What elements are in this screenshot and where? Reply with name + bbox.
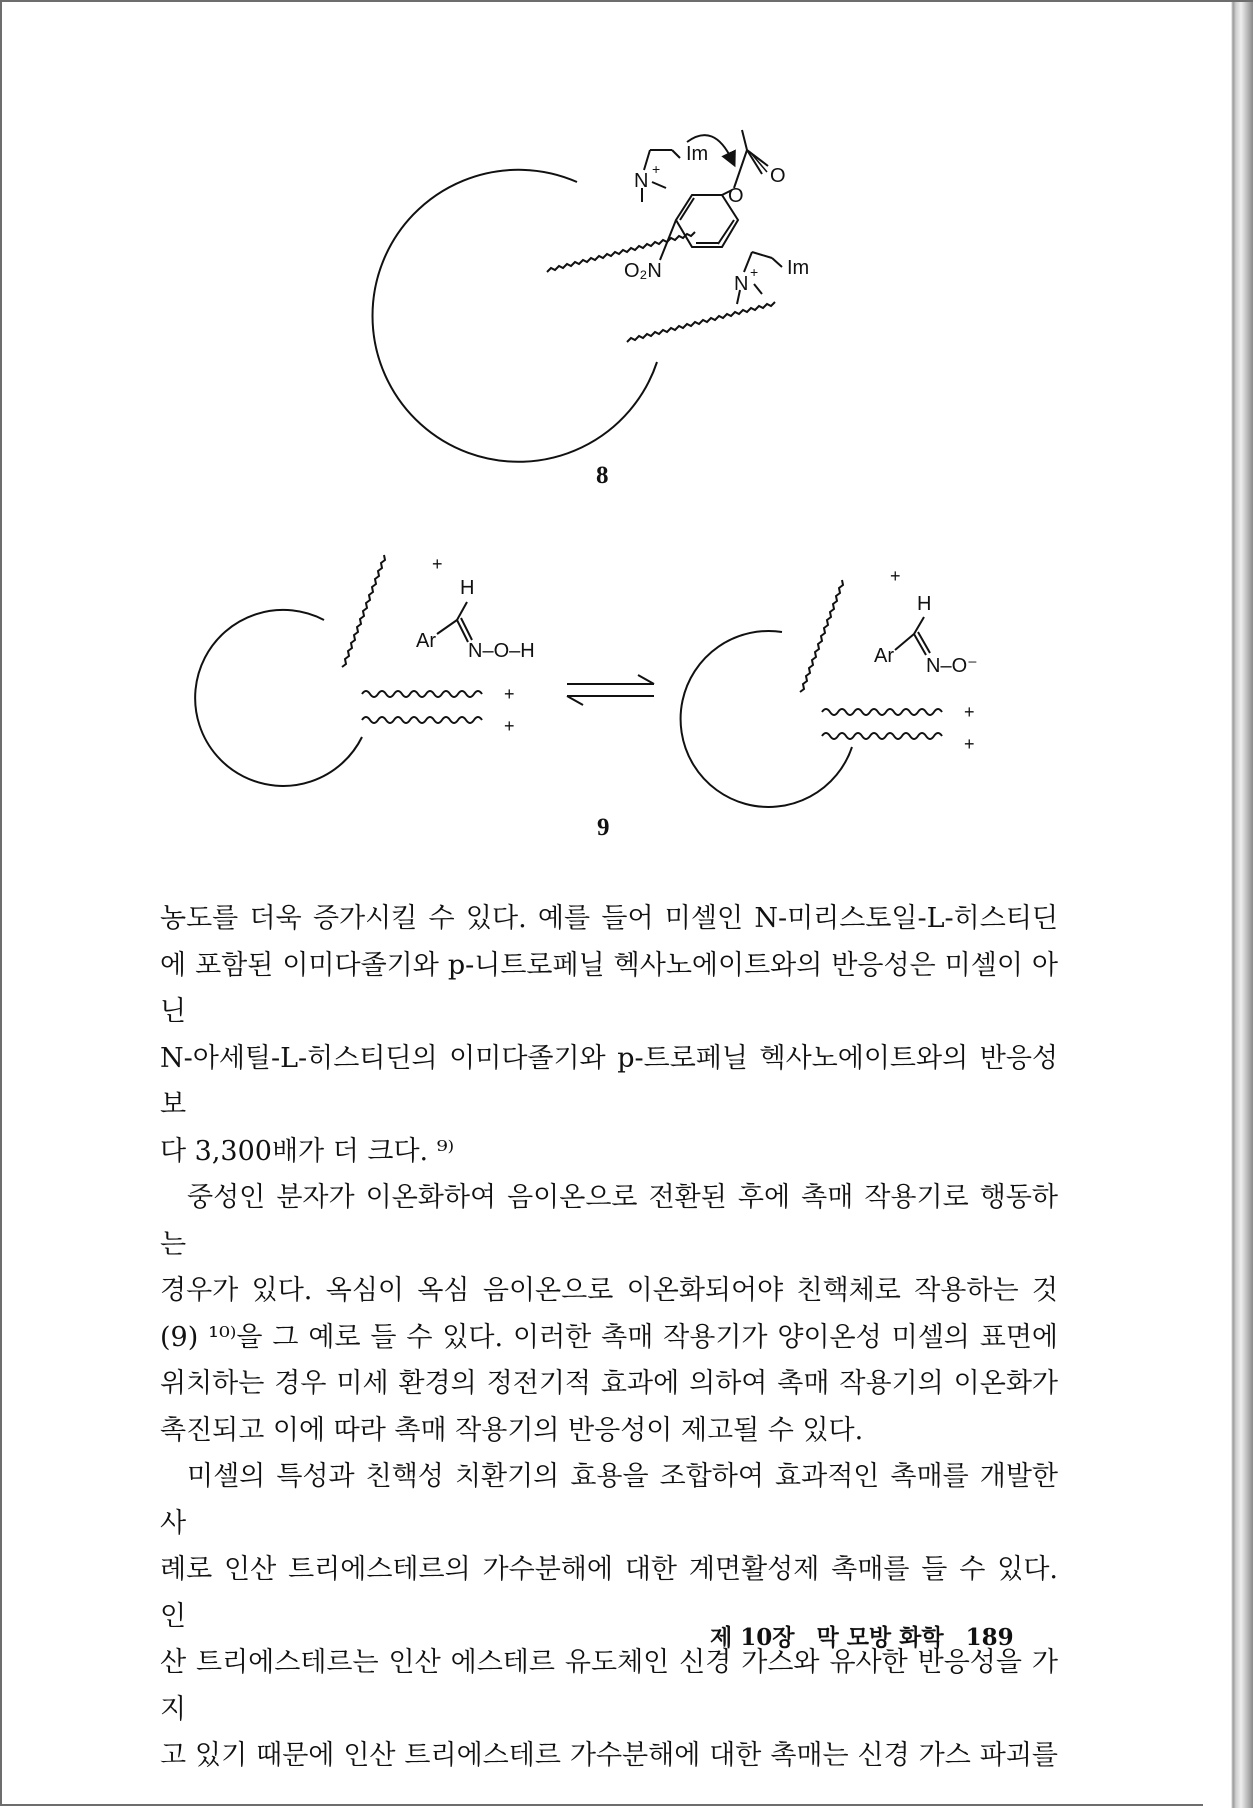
fig9-right-h: H [917, 593, 932, 615]
text-line: 미셀의 특성과 친핵성 치환기의 효용을 조합하여 효과적인 촉매를 개발한 사 [160, 1461, 1058, 1539]
fig9-left-ar: Ar [416, 630, 436, 652]
wavy-chain-right-h2 [822, 733, 942, 739]
figure-8-micelle [373, 130, 782, 462]
footer-title: 막 모방 화학 [816, 1624, 944, 1651]
wavy-chain-right-vertical [800, 580, 843, 692]
fig8-im-bottom: Im [787, 257, 810, 279]
text-line: 산 트리에스테르는 인산 에스테르 유도체인 신경 가스와 유사한 반응성을 가지 [160, 1647, 1058, 1725]
fig9-right-no: N–O⁻ [926, 655, 978, 677]
fig9-left-noh: N–O–H [468, 640, 535, 662]
figure-9-right-micelle [681, 580, 942, 807]
fig8-plus-bottom: + [750, 264, 759, 280]
figure-9-left-micelle [195, 555, 482, 786]
text-line: N-아세틸-L-히스티딘의 이미다졸기와 p-트로페닐 헥사노에이트와의 반응성보 [160, 1042, 1058, 1120]
figure-9-right-labels [874, 566, 978, 754]
figure-8-labels [624, 143, 809, 295]
paragraph-3 [160, 1454, 1058, 1780]
fig8-plus-top: + [652, 161, 661, 177]
wavy-chain-lower [627, 302, 775, 342]
text-line: (9) ¹⁰⁾을 그 예로 들 수 있다. 이러한 촉매 작용기가 양이온성 미셀의 표면에 [160, 1321, 1058, 1353]
equilibrium-arrows [567, 675, 654, 705]
fig9-right-ar: Ar [874, 645, 894, 667]
fig8-o-carbonyl: O [770, 165, 786, 187]
text-line: 에 포함된 이미다졸기와 p-니트로페닐 헥사노에이트와의 반응성은 미셀이 아닌 [160, 949, 1058, 1027]
text-line: 농도를 더욱 증가시킬 수 있다. 예를 들어 미셀인 N-미리스토일-L-히스티딘 [160, 903, 1058, 934]
fig9-right-plus-1: + [964, 702, 975, 722]
figure-8-number: 8 [596, 462, 609, 489]
footer-page-number: 189 [965, 1624, 1014, 1651]
text-line: 중성인 분자가 이온화하여 음이온으로 전환된 후에 촉매 작용기로 행동하는 [160, 1182, 1058, 1260]
text-line: 경우가 있다. 옥심이 옥심 음이온으로 이온화되어야 친핵체로 작용하는 것 [160, 1275, 1058, 1306]
wavy-chain-left-h1 [362, 691, 482, 697]
fig9-right-plus-top: + [890, 566, 901, 586]
text-line: 다 3,300배가 더 크다. ⁹⁾ [160, 1135, 455, 1167]
fig8-o-ring: O [728, 185, 744, 207]
paragraph-2 [160, 1175, 1058, 1454]
wavy-chain-right-h1 [822, 709, 942, 715]
fig8-n-top: N [634, 170, 649, 192]
text-line: 촉진되고 이에 따라 촉매 작용기의 반응성이 제고될 수 있다. [160, 1414, 864, 1446]
page-footer [710, 1619, 1040, 1652]
wavy-chain-left-vertical [342, 555, 385, 667]
fig9-left-plus-top: + [432, 554, 443, 574]
text-line: 례로 인산 트리에스테르의 가수분해에 대한 계면활성제 촉매를 들 수 있다. 인 [160, 1554, 1058, 1632]
figure-9-number: 9 [597, 814, 610, 841]
fig9-right-plus-2: + [964, 734, 975, 754]
wavy-chain-left-h2 [362, 717, 482, 723]
fig8-im-top: Im [686, 143, 709, 165]
text-line: 위치하는 경우 미세 환경의 정전기적 효과에 의하여 촉매 작용기의 이온화가 [160, 1368, 1058, 1399]
figure-9-left-labels [416, 554, 535, 736]
fig8-o2n: O₂N [624, 260, 662, 282]
fig9-left-h: H [460, 577, 475, 599]
fig8-n-bottom: N [734, 273, 749, 295]
paragraph-1 [160, 896, 1058, 1175]
footer-chapter: 제 10장 [710, 1624, 795, 1651]
chemical-figures [2, 2, 1253, 862]
wavy-chain-upper [547, 232, 695, 272]
text-line: 고 있기 때문에 인산 트리에스테르 가수분해에 대한 촉매는 신경 가스 파괴를 [160, 1740, 1058, 1771]
fig9-left-plus-1: + [504, 684, 515, 704]
micelle-arc [373, 170, 657, 462]
fig9-left-plus-2: + [504, 716, 515, 736]
